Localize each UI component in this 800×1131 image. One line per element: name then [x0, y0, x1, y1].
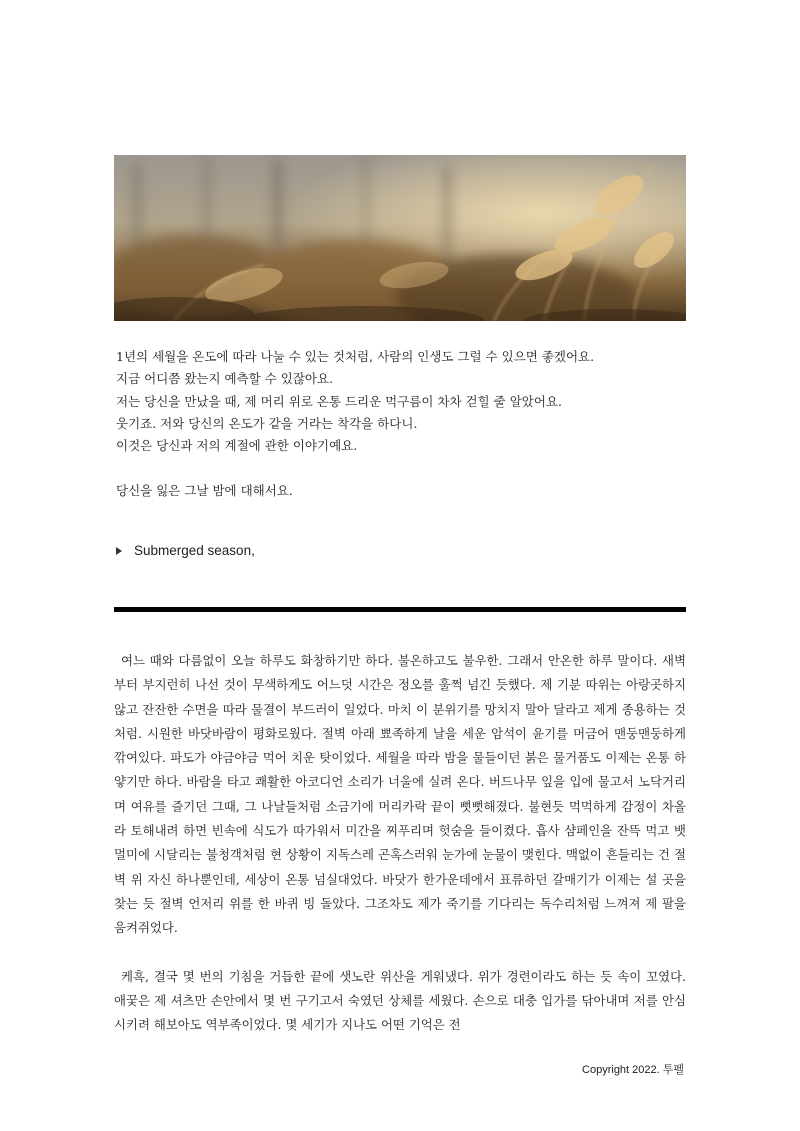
intro-line: 웃기죠. 저와 당신의 온도가 같을 거라는 착각을 하다니.	[116, 415, 418, 431]
section-bullet	[116, 543, 255, 558]
intro-line: 1년의 세월을 온도에 따라 나눌 수 있는 것처럼, 사람의 인생도 그럴 수 있으면 좋겠어요.	[116, 349, 595, 364]
section-divider	[114, 607, 686, 612]
copyright-footer: Copyright 2022. 투펠	[582, 1064, 684, 1076]
story-text	[114, 649, 686, 1038]
section-title: Submerged season,	[134, 543, 255, 558]
intro-line: 지금 어디쯤 왔는지 예측할 수 있잖아요.	[116, 371, 334, 387]
intro-line: 이것은 당신과 저의 계절에 관한 이야기예요.	[116, 438, 358, 454]
story-paragraph: 여느 때와 다름없이 오늘 하루도 화창하기만 하다. 불온하고도 불우한. 그래서 안온한 하루 말이다. 새벽부터 부지런히 나선 것이 무색하게도 어느덧 시간은 정오를 훌쩍 넘긴 듯했다. 제 기분 따위는 아랑곳하지 않고 잔잔한 수면을 따라 물결이 부드러이 일었다. 마치 이 분위기를 망치지 말아 달라고 제게 종용하는 것처럼. 시원한 바닷바람이 평화로웠다. 절벽 아래 뾰족하게 날을 세운 암석이 윤기를 머금어 맨둥맨둥하게 깎여있다. 파도가 야금야금 먹어 치운 탓이었다. 세월을 따라 밤을 물들이던 붉은 물거품도 이제는 온통 하얗기만 하다. 바람을 타고 쾌활한 아코디언 소리가 너울에 실려 온다. 버드나무 잎을 입에 물고서 노닥거리며 여유를 즐기던 그때, 그 나날들처럼 소금기에 머리카락 끝이 뻣뻣해졌다. 불현듯 먹먹하게 감정이 차올라 토해내려 하면 빈속에 식도가 따가워서 미간을 찌푸리며 헛숨을 들이켰다. 흡사 샴페인을 잔뜩 먹고 뱃멀미에 시달리는 불청객처럼 현 상황이 지독스레 곤혹스러워 눈가에 눈물이 맺힌다. 맥없이 흔들리는 건 절벽 위 자신 하나뿐인데, 세상이 온통 넘실대었다. 바닷가 한가운데에서 표류하던 갈매기가 이제는 설 곳을 찾는 듯 절벽 언저리 위를 한 바퀴 빙 돌았다. 그조차도 제가 죽기를 기다리는 독수리처럼 느껴져 제 팔을 움켜쥐었다.	[114, 653, 686, 936]
story-paragraph: 케흑, 결국 몇 번의 기침을 거듭한 끝에 샛노란 위산을 게워냈다. 위가 경련이라도 하는 듯 속이 꼬였다. 애꿎은 제 셔츠만 손안에서 몇 번 구기고서 숙였던 상체를 세웠다. 손으로 대충 입가를 닦아내며 저를 안심시키려 해보아도 역부족이었다. 몇 세기가 지나도 어떤 기억은 전	[114, 968, 686, 1033]
header-image	[114, 155, 686, 321]
intro-line: 저는 당신을 만났을 때, 제 머리 위로 온통 드리운 먹구름이 차차 걷힐 줄 알았어요.	[116, 393, 563, 409]
triangle-bullet-icon	[116, 547, 122, 555]
intro-closing-line: 당신을 잃은 그날 밤에 대해서요.	[116, 482, 293, 498]
intro-text	[116, 346, 696, 502]
